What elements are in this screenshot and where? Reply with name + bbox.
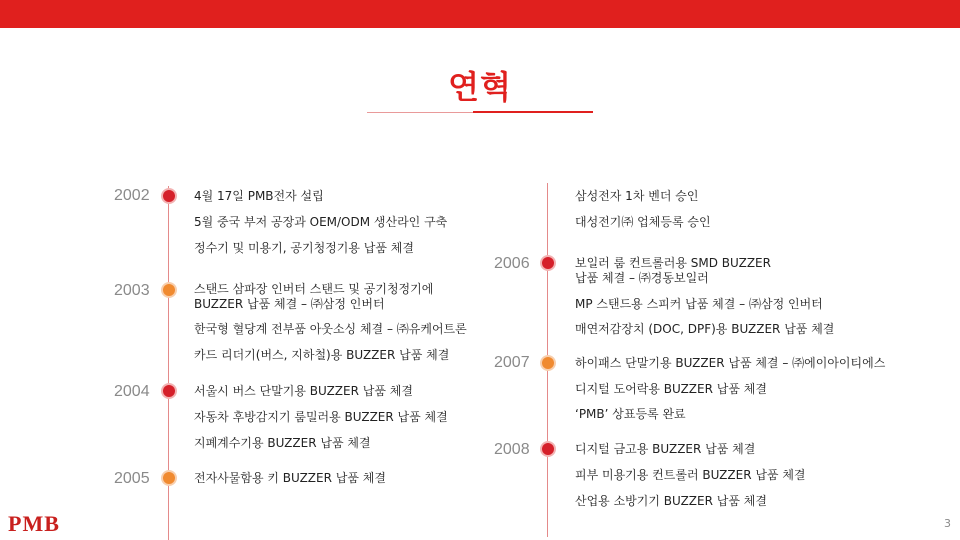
timeline-entry: 보일러 룸 컨트롤러용 SMD BUZZER (575, 256, 771, 270)
timeline-entry: BUZZER 납품 체결 – ㈜삼정 인버터 (194, 297, 385, 311)
timeline-entry: 서울시 버스 단말기용 BUZZER 납품 체결 (194, 384, 413, 398)
header-bar (0, 0, 960, 28)
timeline-entry: 산업용 소방기기 BUZZER 납품 체결 (575, 494, 767, 508)
timeline-entry: 자동차 후방감지기 룸밀러용 BUZZER 납품 체결 (194, 410, 448, 424)
timeline-entry: ‘PMB’ 상표등록 완료 (575, 407, 686, 421)
timeline-entry: 납품 체결 – ㈜경동보일러 (575, 271, 709, 285)
page-number: 3 (944, 517, 951, 530)
timeline-year: 2002 (114, 187, 150, 204)
timeline-dot (163, 284, 175, 296)
timeline-entry: 4월 17일 PMB전자 설립 (194, 189, 324, 203)
timeline-entry: 디지털 도어락용 BUZZER 납품 체결 (575, 382, 767, 396)
timeline-entry: 디지털 금고용 BUZZER 납품 체결 (575, 442, 756, 456)
timeline-year: 2005 (114, 470, 150, 487)
timeline-entry: 지폐계수기용 BUZZER 납품 체결 (194, 436, 371, 450)
timeline-line-left (168, 186, 169, 540)
title-underline-accent (473, 111, 593, 113)
timeline-entry: 스탠드 삼파장 인버터 스탠드 및 공기청정기에 (194, 282, 434, 296)
timeline-dot (542, 257, 554, 269)
page-title: 연혁 (448, 68, 512, 106)
timeline-year: 2003 (114, 282, 150, 299)
timeline-year: 2007 (494, 354, 530, 371)
timeline-year: 2006 (494, 255, 530, 272)
timeline-dot (163, 190, 175, 202)
timeline-entry: 카드 리더기(버스, 지하철)용 BUZZER 납품 체결 (194, 348, 450, 362)
brand-logo: PMB (8, 511, 60, 536)
timeline-entry: 하이패스 단말기용 BUZZER 납품 체결 – ㈜에이아이티에스 (575, 356, 886, 370)
timeline-dot (163, 385, 175, 397)
timeline-entry: 5월 중국 부저 공장과 OEM/ODM 생산라인 구축 (194, 215, 448, 229)
timeline-dot (542, 357, 554, 369)
timeline-entry: 피부 미용기용 컨트롤러 BUZZER 납품 체결 (575, 468, 806, 482)
timeline-entry: 한국형 혈당계 전부품 아웃소싱 체결 – ㈜유케어트론 (194, 322, 467, 336)
timeline-entry: 정수기 및 미용기, 공기청정기용 납품 체결 (194, 241, 414, 255)
timeline-year: 2004 (114, 383, 150, 400)
timeline-entry: 대성전기㈜ 업체등록 승인 (575, 215, 711, 229)
timeline-entry: MP 스탠드용 스피커 납품 체결 – ㈜삼정 인버터 (575, 297, 823, 311)
timeline-dot (542, 443, 554, 455)
timeline-entry: 매연저감장치 (DOC, DPF)용 BUZZER 납품 체결 (575, 322, 835, 336)
timeline-entry: 전자사물함용 키 BUZZER 납품 체결 (194, 471, 386, 485)
timeline-dot (163, 472, 175, 484)
timeline-year: 2008 (494, 441, 530, 458)
timeline-entry: 삼성전자 1차 벤더 승인 (575, 189, 699, 203)
